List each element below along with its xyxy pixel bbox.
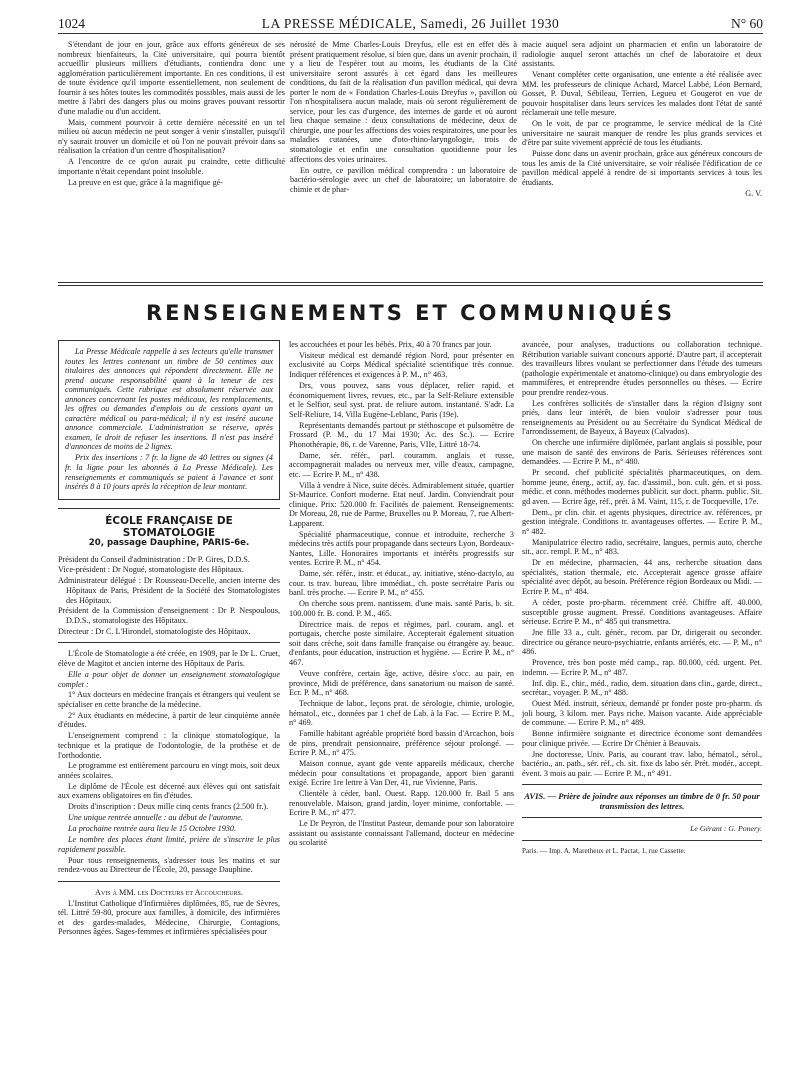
notice-paragraph: Prix des insertions : 7 fr. la ligne de 40 lettres ou signes (4 fr. la ligne pour les abonnés à La Presse Médicale). Les renseignements et communiqués se paient à l'avance et sont insérés 8 à 10 jours après la réception de leur montant.: [65, 453, 273, 492]
avis-final: AVIS. — Prière de joindre aux réponses un timbre de 0 fr. 50 pour transmission des lettres.: [524, 791, 760, 812]
ecole-paragraph: L'École de Stomatologie a été créée, en 1909, par le Dr L. Cruet, élève de Magitot et ancien interne des Hôpitaux de Paris.: [58, 649, 280, 669]
divider: [58, 642, 280, 643]
classified-ad: Jne fille 33 a., cult. génér., recom. par Dr, dirigerait ou seconder. directrice ou gérance neuro-psychiatrie, enfants arriérés, etc. — P. M., n° 486.: [522, 627, 762, 657]
officer-line: Directeur : Dr C. L'Hirondel, stomatologiste des Hôpitaux.: [58, 626, 251, 636]
gerant-line: Le Gérant : G. Ponery.: [690, 824, 762, 834]
ecole-title: ÉCOLE FRANÇAISE DE STOMATOLOGIE: [105, 514, 233, 539]
officer-line: Vice-président : Dr Nogué, stomatologiste des Hôpitaux.: [58, 565, 244, 575]
classified-ad: les accouchées et pour les bébés. Prix, 40 à 70 francs par jour.: [289, 340, 492, 349]
classified-ad: On cherche sous prem. nantissem. d'une mais. santé Paris, b. sit. 100.000 fr. B. cond. P. M., 465.: [289, 599, 514, 618]
classified-ad: avancée, pour analyses, traductions ou collaboration technique. Rétribution variable suivant concours apporté. D'autre part, il accepterait des travailleurs libres voulant se perfectionner dans l'étude des tumeurs (pathologie expérimentale et anatomo-clinique) ou dans embryologie des mammifères, et entreprendre études personnelles ou thèses. — Ecrire pour prendre rendez-vous.: [522, 340, 762, 397]
journal-title: LA PRESSE MÉDICALE, Samedi, 26 Juillet 1930: [261, 16, 560, 31]
divider: [522, 784, 762, 785]
top-article-column-1: [58, 40, 285, 272]
officer-line: Président de la Commission d'enseignement : Dr P. Nespoulous, D.D.S., stomatologiste des Hôpitaux.: [58, 606, 280, 625]
paragraph: Mais, comment pourvoir à cette dernière nécessité en un tel milieu où aucun médecin ne peut songer à venir s'installer, puisqu'il n'y saurait trouver un domicile et où l'on ne pouvait prévoir dans sa réalisation la création d'un centre d'hospitalisation?: [58, 117, 285, 156]
classified-ad: Clientèle à céder, banl. Ouest. Rapp. 120.000 fr. Bail 5 ans renouvelable. Maison, grand jardin, loyer minime, confortable. — Ecrire P. M., n° 477.: [289, 789, 514, 818]
classified-ad: Jne doctoresse, Univ. Paris, au courant trav. labo, hématol., sérol., bactério., an. path., sér. réf., ch. sit. fixe ds labo sér. Prét. modér., accept. évent. 3 mois au pair. — Ecrire P. M., n° 491.: [522, 749, 762, 778]
classified-ad: Drs, vous pouvez, sans vous déplacer, relier rapid. et économiquement livres, revues, etc., par la Self-Reliure extensible et le Selfior, seul syst. prat. de reliure autom. instantané. S'adr. La Self-Reliure, 14, Villa Eugène-Leblanc, Paris (19e).: [289, 380, 514, 419]
section-title: RENSEIGNEMENTS ET COMMUNIQUÉS: [146, 301, 675, 325]
issue-number: N° 60: [730, 16, 763, 31]
classified-ad: Manipulatrice électro radio, secrétaire, langues, permis auto, cherche sit., acc. rempl. P. M., n° 483.: [522, 537, 762, 557]
ecole-paragraph: Une unique rentrée annuelle : au début de l'automne.: [68, 813, 243, 823]
paragraph: S'étendant de jour en jour, grâce aux efforts généreux de ses nombreux bienfaiteurs, la Cité universitaire, qui pourra bientôt accueillir plusieurs milliers d'étudiants, contiendra donc une agglomération particulièrement importante. En ces conditions, il est de toute évidence qu'il importe essentiellement, non seulement de fournir à ses hôtes toutes les commodités possibles, mais aussi de les mettre à l'abri des dangers plus ou moins graves pouvant ressortir d'une maladie ou d'un accident.: [58, 40, 285, 116]
ecole-paragraph: Elle a pour objet de donner un enseignement stomatologique complet :: [58, 669, 280, 689]
section-divider: [58, 282, 763, 286]
page-number: 1024: [58, 16, 85, 31]
paragraph: macie auquel sera adjoint un pharmacien et enfin un laboratoire de radiologie auquel seront attachés un chef de laboratoire et deux assistants.: [522, 40, 762, 69]
printer-line: Paris. — Imp. A. Maretheux et L. Pactat, 1, rue Cassette.: [522, 846, 686, 855]
ecole-paragraph: La prochaine rentrée aura lieu le 15 Octobre 1930.: [68, 824, 237, 834]
ecole-paragraph: Droits d'inscription : Deux mille cinq cents francs (2.500 fr.).: [68, 802, 269, 812]
institut-paragraph: L'Institut Catholique d'Infirmières diplômées, 85, rue de Sèvres, tél. Littré 59-80, procure aux familles, à domicile, des infirmières et des gardes-malades, Médecine, Chirurgie, Contagions, Personnes âgées. Sages-femmes et infirmières spécialisées pour: [58, 898, 280, 937]
classified-ad: Bonne infirmière soignante et directrice économe sont demandées pour clinique privée. — Ecrire Dr Chénier à Beauvais.: [522, 729, 762, 748]
ecole-paragraph: Le programme est entièrement parcouru en vingt mois, soit deux années scolaires.: [58, 761, 280, 780]
officer-line: Président du Conseil d'administration : Dr P. Gires, D.D.S.: [58, 554, 250, 564]
paragraph: On le voit, de par ce programme, le service médical de la Cité universitaire ne saurait manquer de rendre les plus grands services et d'être par suite vivement apprécié de tous les étudiants.: [522, 119, 762, 148]
top-article-column-2: [290, 40, 517, 272]
classified-ad: Représentants demandés partout pr stéthoscope et pulsomètre de Frossard (P. M., du 17 Mai 1930; Ac. des Sc.). — Ecrire Phonothérapie, 86, r. de Varenne, Paris, VIIe, Littré 18-74.: [289, 420, 514, 449]
classified-ad: Le Dr Peyron, de l'Institut Pasteur, demande pour son laboratoire assistant ou assistante connaissant l'allemand, docteur en médecine ou scolarité: [289, 819, 514, 848]
avis-header: Avis à MM. les Docteurs et Accoucheurs.: [95, 887, 243, 897]
classified-ad: Dame, sér. référ., instr. et éducat., ay. initiative, sténo-dactylo, au cour. ts trav. bureau, libre immédiat., ch. poste secrétaire Paris ou banl. très proche. — Ecrire P. M., n° 455.: [289, 569, 514, 598]
classified-ad: Les confrères sollicités de s'installer dans la région d'Isigny sont priés, dans leur intérêt, de bien vouloir s'adresser pour tous renseignements au Président ou au Secrétaire du Syndicat Médical de l'arrondissement, de Bayeux, à Bayeux (Calvados).: [522, 398, 762, 437]
classified-ad: Famille habitant agréable propriété bord bassin d'Arcachon, bois de pins, prendrait pensionnaire, préférence séjour prolongé. — Ecrire P. M., n° 475.: [289, 729, 514, 758]
middle-column: [289, 340, 514, 1075]
classified-ad: Veuve confrère, certain âge, active, désire s'occ. au pair, en province, Midi de préférence, dans sanatorium ou maison de santé. Ecr. P. M., n° 468.: [289, 668, 514, 698]
paragraph: A l'encontre de ce qu'on aurait pu craindre, cette difficulté importante n'était cependant point insoluble.: [58, 157, 285, 176]
ecole-paragraph: Le diplôme de l'École est décerné aux élèves qui ont satisfait aux examens obligatoires en fin d'études.: [58, 781, 280, 801]
classified-ad: Visiteur médical est demandé région Nord, pour présenter en exclusivité au Corps Médical spécialité scientifique très connue. Indiquer références et exigences à P. M., n° 463.: [289, 350, 514, 380]
classified-ad: Dr en médecine, pharmacien, 44 ans, recherche situation dans spécialités, station thermale, etc. Accepterait agence grosse affaire spécialité avec dépôt, au besoin. Préférence région Bordeaux ou Midi. — Ecrire P. M., n° 484.: [522, 558, 762, 597]
ecole-address: 20, passage Dauphine, PARIS-6e.: [88, 537, 250, 548]
left-column: [58, 340, 280, 1075]
classified-ad: Spécialité pharmaceutique, connue et introduite, recherche 3 médecins très actifs pour propagande dans secteurs Lyon, Bordeaux-Nantes, Lille. Honoraires importants et intérêts progressifs sur ventes. Ecrire P. M., n° 454.: [289, 529, 514, 568]
classified-ad: A céder, poste pro-pharm. récemment créé. Chiffre aff. 40.000, susceptible grosse augment. Pressé. Conditions avantageuses. Affaire sérieuse. Ecrire P. M., n° 485 qui transmettra.: [522, 597, 762, 627]
top-article-column-3: [522, 40, 762, 272]
divider: [58, 881, 280, 882]
classified-ad: Dem., pr clin. chir. et agents physiques, directrice av. références, pr gestion intégrale. Conditions tr. avantageuses offertes. — Ecrire P. M., n° 482.: [522, 507, 762, 536]
paragraph: Venant compléter cette organisation, une entente a été réalisée avec MM. les professeurs de clinique Achard, Marcel Labbé, Léon Bernard, Gosset, P. Duval, Sébileau, Terrien, Legueu et Gougerot en vue de pouvoir hospitaliser dans leurs services les malades dont l'état de santé réclamerait une telle mesure.: [522, 70, 762, 118]
classified-ad: Provence, très bon poste méd camp., rap. 80.000, céd. urgent. Pet. indemn. — Ecrire P. M., n° 487.: [522, 658, 762, 677]
ecole-paragraph: 1° Aux docteurs en médecine français et étrangers qui veulent se spécialiser en cette branche de la médecine.: [58, 690, 280, 709]
paragraph: nérosité de Mme Charles-Louis Dreyfus, elle est en effet dès à présent pratiquement résolue, si bien que, dans un avenir prochain, il y a lieu de l'espérer tout au moins, les étudiants de la Cité universitaire seront assurés à cet égard dans les meilleures conditions, du fait de la réalisation d'un pavillon médical, qui devra porter le nom de « Fondation Charles-Louis Dreyfus », pavillon où l'on n'hospitalisera aucun malade, mais où seront régulièrement de service, pour les cas d'urgence, des internes de garde et où auront lieu chaque semaine : deux consultations de médecine, deux de chirurgie, une pour les affections des voies respiratoires, une pour les maladies cutanées, une d'oto-rhino-laryngologie, trois de stomatologie et enfin une consultation quotidienne pour les affections des voies urinaires.: [290, 40, 517, 164]
page-header: [58, 16, 763, 34]
divider: [58, 508, 280, 509]
officer-line: Administrateur délégué : Dr Rousseau-Decelle, ancien interne des Hôpitaux de Paris, Président de la Société des Stomatologistes des Hôpitaux.: [58, 576, 280, 605]
divider: [522, 817, 762, 818]
signature: G. V.: [745, 188, 762, 198]
classified-ad: Dame, sér. référ., parl. couramm. anglais et russe, accompagnerait malades ou nerveux mer, ville d'eaux, campagne, etc. — Ecrire P. M., n° 438.: [289, 450, 514, 479]
paragraph: En outre, ce pavillon médical comprendra : un laboratoire de bactério-sérologie avec un chef de laboratoire; un laboratoire de chimie et de phar-: [290, 165, 517, 194]
classified-ad: Ouest Méd. instruit, sérieux, demandé pr fonder poste pro-pharm. ds joli bourg, 3 kilom. mer. Pays riche. Maison vacante. Aide appréciable de commune. — Ecrire P. M., n° 489.: [522, 698, 762, 728]
classified-ad: Technique de labor., leçons prat. de sérologie, chimie, urologie, hématol., etc., données par 1 chef de Lab. à la Fac. — Ecrire P. M., n° 469.: [289, 698, 514, 728]
classified-ad: Villa à vendre à Nice, suite décès. Admirablement située, quartier St-Maurice. Confort moderne. Etat neuf. Jardin. Conviendrait pour clinique. Prix: 520.000 fr. Facilités de paiement. Renseignements: Dr Moreau, 28, rue de Parme, Bruxelles ou P. Moreau, 7, rue Albert-Lapparent.: [289, 480, 514, 528]
ecole-paragraph: 2° Aux étudiants en médecine, à partir de leur cinquième année d'études.: [58, 710, 280, 730]
right-column: [522, 340, 762, 1075]
classified-ad: Maison connue, ayant gde vente appareils médicaux, cherche médecin pour consultations et propagande, apport bien garanti exigé. Ecrire 1re lettre à Van Der, 41, rue Vivienne, Paris.: [289, 759, 514, 788]
notice-box: [58, 340, 280, 500]
divider: [522, 840, 762, 841]
classified-ad: Pr second. chef publicité spécialités pharmaceutiques, on dem. homme jeune, énerg., actif, ay. fac. d'assimil., bon. cult. gén. et si poss. médic. et conn. méthodes modernes publicit. sur doct. pharm. public. Sit. gd aven. — Ecrire âge, réf., prét. à M. Vaint, 115, r. de Tocqueville, 17e.: [522, 468, 762, 506]
classified-ad: Inf. dip. E., chir., méd., radio, dem. situation dans clin., garde, direct., secrétar., voyager. P. M., n° 488.: [522, 678, 762, 698]
paragraph: La preuve en est que, grâce à la magnifique gé-: [68, 177, 224, 187]
paragraph: Puisse donc dans un avenir prochain, grâce aux généreux concours de tous les amis de la Cité universitaire, se voir réalisée l'édification de ce pavillon médical appelé à rendre de si importants services à tous les étudiants.: [522, 149, 762, 187]
classified-ad: On cherche une infirmière diplômée, parlant anglais si possible, pour une maison de santé des environs de Paris. Sérieuses références sont demandées. — Ecrire P. M., n° 480.: [522, 438, 762, 467]
ecole-paragraph: Le nombre des places étant limité, prière de s'inscrire le plus rapidement possible.: [58, 835, 280, 854]
ecole-paragraph: Pour tous renseignements, s'adresser tous les matins et sur rendez-vous au Directeur de l'École, 20, passage Dauphine.: [58, 855, 280, 875]
ecole-paragraph: L'enseignement comprend : la clinique stomatologique, la technique et la pratique de l'odontologie, de la prothèse et de l'orthodontie.: [58, 731, 280, 760]
notice-paragraph: La Presse Médicale rappelle à ses lecteurs qu'elle transmet toutes les lettres contenant un timbre de 50 centimes aux titulaires des annonces qui répondent directement. Elle ne prend aucune responsabilité quant à la teneur de ces communiqués. Cette rubrique est absolument réservée aux annonces concernant les postes médicaux, les remplacements, les offres ou demandes d'emplois ou de cessions ayant un caractère médical ou para-médical; il n'y est inséré aucune annonce commerciale. L'administration se réserve, après examen, le droit de refuser les insertions. Il n'est pas inséré d'annonces de moins de 2 lignes.: [65, 347, 273, 452]
classified-ad: Directrice mais. de repos et régimes, parl. couram. angl. et portugais, cherche poste similaire. Accepterait également situation soit dans crèche, soit dans famille française ou étrangère ay. beauc. d'enfants, pour éducation, instruction et hygiène. — Ecrire P. M., n° 467.: [289, 619, 514, 668]
